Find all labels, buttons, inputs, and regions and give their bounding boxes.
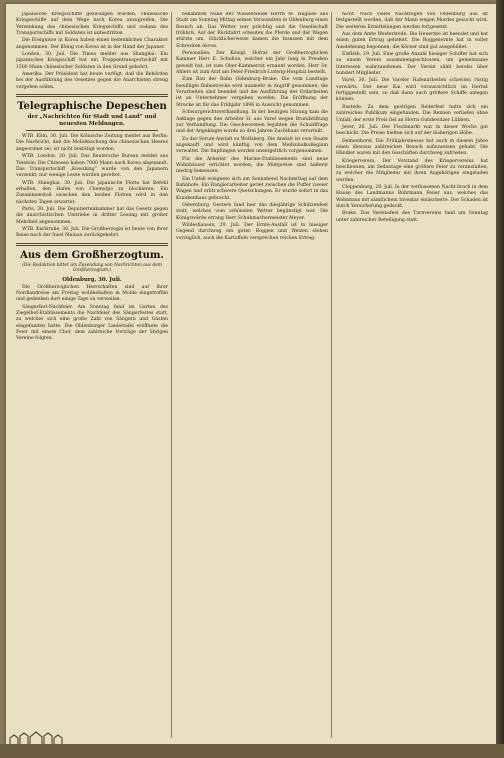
- divider: [16, 243, 168, 246]
- scan-border: [0, 744, 504, 758]
- paragraph: WTB. Köln, 30. Juli. Die Kölnische Zeitung meldet aus Berlin: Die Nachricht, daß die Mobilmachung des chinesischen Heeres angeordnet sei, ist nicht bestätigt worden.: [16, 134, 168, 152]
- paragraph: Wildeshausen, 29. Juli. Der Ernte-Ausfall ist in hiesiger Gegend durchweg ein guter. Roggen und Weizen stehen vorzüglich, auch die Kartoffeln versprechen reichen Ertrag.: [176, 223, 328, 241]
- newspaper-page: [6, 4, 496, 744]
- paragraph: japanische Kriegsschiffe gezwungen wurden, chinesische Kriegsschiffe auf dem Wege nach Korea anzugreifen. Die Versenkung des chinesischen Kriegsschiffs und sodann des Transportschiffs mit Soldaten ist unbestritten.: [16, 12, 168, 37]
- paragraph: WTB. Shanghai, 30. Juli. Die japanische Flotte hat Befehl erhalten, den Hafen von Chemulpo zu blockieren. Ein Zusammenstoß zwischen den beiden Flotten wird in den nächsten Tagen erwartet.: [16, 180, 168, 205]
- paragraph: Jever, 28. Juli. Der Fischmarkt war in dieser Woche gut beschickt. Die Preise hielten sich auf der bisherigen Höhe.: [336, 124, 488, 137]
- section-note: (Die Redaktion bittet um Zusendung von Nachrichten aus dem Großherzogtum.): [22, 262, 162, 274]
- divider: [16, 94, 168, 97]
- paragraph: Paris, 30. Juli. Die Deputiertenkammer hat das Gesetz gegen die anarchistischen Umtriebe in dritter Lesung mit großer Mehrheit angenommen.: [16, 206, 168, 225]
- paragraph: Varel, 30. Juli. Die Vareler Hafenarbeiten schreiten rüstig vorwärts. Der neue Kai wird voraussichtlich im Herbst fertiggestellt sein, so daß dann auch größere Schiffe anlegen können.: [336, 78, 488, 103]
- paragraph: Ein Unfall ereignete sich am Sonnabend Nachmittag auf dem Bahnhofe. Ein Rangierarbeiter geriet zwischen die Puffer zweier Wagen und erlitt schwere Quetschungen. Er wurde sofort in das Krankenhaus gebracht.: [176, 176, 328, 201]
- paragraph: Aus dem Amte Westerstede. Die Heuernte ist beendet und hat einen guten Ertrag geliefert. Die Roggenernte hat in voller Ausdehnung begonnen; die Körner sind gut ausgebildet.: [336, 32, 488, 50]
- column-rule: [331, 12, 332, 738]
- dateline: Oldenburg, 30. Juli.: [62, 277, 122, 284]
- column-rule: [171, 12, 172, 738]
- paragraph: Zum Bau der Bahn Oldenburg–Brake. Die vom Landtage bewilligte Bahnstrecke wird nunmehr in Angriff genommen; die Vorarbeiten sind beendet und die Ausführung der Erdarbeiten ist an Unternehmer vergeben worden. Die Eröffnung der Strecke ist für das Frühjahr 1896 in Aussicht genommen.: [176, 77, 328, 108]
- divider: [26, 130, 158, 131]
- paragraph: WTB. London, 30. Juli. Das Reutersche Bureau meldet aus Tientsin: Die Chinesen haben 7000 Mann nach Korea abgesandt. Das Transportschiff „Kowshing“ wurde von den Japanern versenkt; nur wenige Leute wurden gerettet.: [16, 154, 168, 179]
- paragraph: Die Großherzoglichen Herrschaften sind auf ihrer Nordlandreise am Freitag wohlbehalten in Molde eingetroffen und gedenken dort einige Tage zu verweilen.: [16, 284, 168, 303]
- paragraph: Cloppenburg, 29. Juli. In der verflossenen Nacht brach in dem Hause des Landmanns Bührmann Feuer aus, welches das Wohnhaus mit sämtlichem Inventar einäscherte. Der Schaden ist durch Versicherung gedeckt.: [336, 184, 488, 209]
- paragraph: Zu der Serum-Anstalt zu Wolfsberg. Die Anstalt ist vom Staate angekauft und wird künftig von dem Medizinalkollegium verwaltet. Die Impfungen werden unentgeltlich vorgenommen.: [176, 136, 328, 155]
- paragraph: Personalien. Der Königl. Hofrat der Großherzoglichen Kammer Herr E. Schultze, welcher ein Jahr lang in Preußen geweilt hat, ist zum Ober-Kammerrat ernannt worden. Herr Dr. Ahlers ist zum Arzt am Peter-Friedrich-Ludwig-Hospital bestellt.: [176, 51, 328, 76]
- paragraph: Rastede. Zu dem gestrigen Reiterfest hatte sich ein zahlreiches Publikum eingefunden. Die Rennen verliefen ohne Unfall; der erste Preis fiel an Herrn Gutsbesitzer Lübben.: [336, 104, 488, 123]
- column-3: [336, 12, 488, 738]
- paragraph: Kriegerverein. Der Vorstand des Kriegervereins hat beschlossen, am Sedantage eine größere Feier zu veranstalten, zu welcher die Mitglieder mit ihren Angehörigen eingeladen werden.: [336, 158, 488, 183]
- section-heading: Aus dem Großherzogtum.: [20, 249, 164, 261]
- column-2: [176, 12, 328, 738]
- paragraph: Elsfleth, 29. Juli. Eine große Anzahl hiesiger Schiffer hat sich zu einem Verein zusammengeschlossen, um gemeinsame Interessen wahrzunehmen. Der Verein zählt bereits über hundert Mitglieder.: [336, 52, 488, 77]
- paragraph: nicht. Nach vieles Nachfragen von Oldenburg aus ist festgestellt worden, daß der Mann wegen Mordes gesucht wird. Die weiteren Ermittelungen werden fortgesetzt.: [336, 12, 488, 30]
- paragraph: Osternburg. Gestern fand hier das diesjährige Schützenfest statt, welches vom schönsten Wetter begünstigt war. Die Königswürde errang Herr Schuhmachermeister Meyer.: [176, 202, 328, 221]
- paragraph: London, 30. Juli. Die Times meldet aus Shanghai: Ein japanisches Kriegsschiff hat ein Truppentransportschiff mit 1500 Mann chinesischer Soldaten in den Grund gebohrt.: [16, 52, 168, 70]
- column-1-articles: [16, 12, 168, 91]
- paragraph: WTB. Karlsruhe, 30. Juli. Die Großherzogin ist heute von ihrer Reise nach der Insel Mainau zurückgekehrt.: [16, 226, 168, 239]
- telegraph-articles: [16, 134, 168, 240]
- paragraph: bekannten Nähe der Wiesenweide Herrn M. Hagaise aus Stadt am Sonntag Mittag seinen Verwandten in Oldenburg einen Besuch ab. Das Wetter war prächtig und die Gesellschaft fröhlich. Auf der Rückfahrt scheuten die Pferde und der Wagen stürzte um. Glücklicherweise kamen die Insassen mit dem Schrecken davon.: [176, 12, 328, 49]
- paragraph: Brake. Das Vereinsfest des Turnvereins fand am Sonntag unter zahlreicher Beteiligung statt.: [336, 211, 488, 223]
- column-1: [16, 12, 168, 738]
- paragraph: Die Ereignisse in Korea haben einen bedenklichen Charakter angenommen. Der König von Korea ist in der Hand der Japaner.: [16, 38, 168, 50]
- paragraph: Sängerfest-Nachfeier. Am Sonntag fand im Garten des Ziegelhof-Etablissements die Nachfeier des Sängerfestes statt, zu welcher sich eine große Zahl von Sängern und Gästen eingefunden hatte. Die Oldenburger Liedertafel eröffnete die Feier mit einem Chor, dem zahlreiche Vorträge der übrigen Vereine folgten.: [16, 304, 168, 342]
- paragraph: Für die Arbeiter des Marine-Etablissements sind neue Wohnhäuser errichtet worden; die Mietpreise sind äußerst niedrig bemessen.: [176, 156, 328, 175]
- paragraph: Schwurgerichtsverhandlung. In der heutigen Sitzung kam die Anklage gegen den Arbeiter H. aus Varel wegen Brandstiftung zur Verhandlung. Die Geschworenen bejahten die Schuldfrage und der Angeklagte wurde zu drei Jahren Zuchthaus verurteilt.: [176, 110, 328, 135]
- paragraph: Delmenhorst. Die Frühjahrsmesse hat auch in diesem Jahre einen überaus zahlreichen Besuch aufzuweisen gehabt. Die Händler waren mit den Geschäften durchweg zufrieden.: [336, 138, 488, 157]
- telegraph-subheading: der „Nachrichten für Stadt und Land“ und neuesten Meldungen.: [27, 114, 157, 127]
- paragraph: Amerika. Der Präsident hat heute verfügt, daß die Behörden bei der Ausführung des Gesetzes gegen die Anarchisten streng vorgehen sollen.: [16, 72, 168, 90]
- telegraph-heading: Telegraphische Depeschen: [17, 101, 167, 113]
- page-edge: [496, 0, 504, 758]
- section-articles: [16, 285, 168, 343]
- library-logo-icon: [6, 730, 66, 744]
